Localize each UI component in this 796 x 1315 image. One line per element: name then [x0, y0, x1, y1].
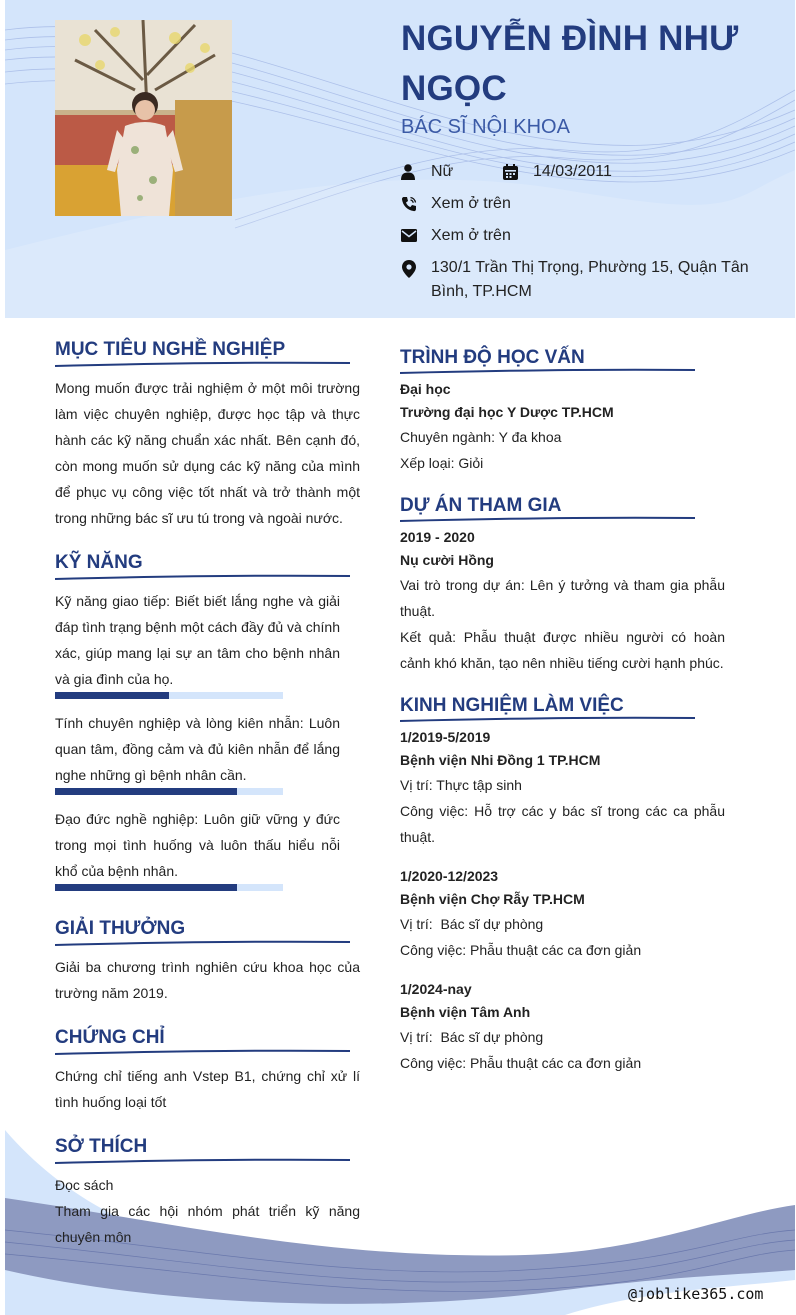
birthday-value: 14/03/2011: [533, 163, 612, 180]
projects-title: DỰ ÁN THAM GIA: [400, 495, 562, 516]
experience-period: 1/2024-nay: [400, 981, 472, 997]
email-value: Xem ở trên: [431, 227, 511, 244]
experience-period: 1/2020-12/2023: [400, 868, 499, 884]
skills-title: KỸ NĂNG: [55, 552, 143, 573]
education-underline: [400, 368, 700, 376]
skill-level-bar: [55, 788, 283, 795]
hobby-item: Tham gia các hội nhóm phát triển kỹ năng chuyên môn: [55, 1203, 360, 1245]
profile-photo: [55, 20, 232, 216]
address-value: 130/1 Trần Thị Trọng, Phường 15, Quận Tân Bình, TP.HCM: [431, 259, 749, 300]
education-school: Trường đại học Y Dược TP.HCM: [400, 404, 614, 420]
skills-underline: [55, 574, 355, 582]
experience-title: KINH NGHIỆM LÀM VIỆC: [400, 695, 624, 716]
experience-place: Bệnh viện Chợ Rẫy TP.HCM: [400, 891, 585, 907]
hobbies-underline: [55, 1158, 355, 1166]
awards-title: GIẢI THƯỞNG: [55, 918, 186, 939]
project-role: Vai trò trong dự án: Lên ý tưởng và tham gia phẫu thuật.: [400, 577, 725, 619]
envelope-icon: [401, 229, 417, 245]
cv-header: [5, 0, 795, 318]
experience-duty: Công việc: Hỗ trợ các y bác sĩ trong các ca phẫu thuật.: [400, 803, 725, 845]
experience-place: Bệnh viện Tâm Anh: [400, 1004, 531, 1020]
skill-level-bar: [55, 692, 283, 699]
job-title: BÁC SĨ NỘI KHOA: [401, 116, 570, 138]
phone-icon: [401, 196, 417, 212]
cv-page: [5, 0, 795, 1315]
education-degree: Đại học: [400, 381, 451, 397]
hobbies-title: SỞ THÍCH: [55, 1136, 148, 1157]
awards-text: Giải ba chương trình nghiên cứu khoa học của trường năm 2019.: [55, 959, 360, 1001]
career-goal-title: MỤC TIÊU NGHỀ NGHIỆP: [55, 339, 286, 360]
education-major: Chuyên ngành: Y đa khoa: [400, 429, 562, 445]
experience-duty: Công việc: Phẫu thuật các ca đơn giản: [400, 942, 642, 958]
project-period: 2019 - 2020: [400, 529, 475, 545]
experience-position: Vị trí: Thực tập sinh: [400, 777, 522, 793]
education-grade: Xếp loại: Giỏi: [400, 455, 484, 471]
gender-value: Nữ: [431, 163, 454, 180]
certificates-title: CHỨNG CHỈ: [55, 1027, 165, 1048]
experience-duty: Công việc: Phẫu thuật các ca đơn giản: [400, 1055, 642, 1071]
education-title: TRÌNH ĐỘ HỌC VẤN: [400, 347, 585, 368]
awards-underline: [55, 940, 355, 948]
certificates-underline: [55, 1049, 355, 1057]
user-icon: [401, 164, 417, 180]
experience-position: Vị trí: Bác sĩ dự phòng: [400, 916, 544, 932]
candidate-name: NGUYỄN ĐÌNH NHƯ NGỌC: [401, 19, 739, 108]
phone-value: Xem ở trên: [431, 195, 511, 212]
experience-underline: [400, 716, 700, 724]
career-goal-underline: [55, 361, 355, 369]
experience-place: Bệnh viện Nhi Đồng 1 TP.HCM: [400, 752, 601, 768]
watermark-text: @joblike365.com: [628, 1285, 764, 1303]
hobby-item: Đọc sách: [55, 1177, 114, 1193]
experience-position: Vị trí: Bác sĩ dự phòng: [400, 1029, 544, 1045]
skill-item-text: Kỹ năng giao tiếp: Biết biết lắng nghe và giải đáp tình trạng bệnh một cách đầy đủ và chính xác, giúp mang lại sự an tâm cho bệnh nhân và gia đình của họ.: [55, 593, 340, 687]
project-name: Nụ cười Hồng: [400, 552, 494, 568]
experience-period: 1/2019-5/2019: [400, 729, 491, 745]
calendar-icon: [503, 164, 519, 180]
certificates-text: Chứng chỉ tiếng anh Vstep B1, chứng chỉ xử lí tình huống loại tốt: [55, 1068, 360, 1110]
skill-level-fill: [55, 692, 169, 699]
skill-item-text: Đạo đức nghề nghiệp: Luôn giữ vững y đức trong mọi tình huống và luôn thấu hiểu nỗi khổ của bệnh nhân.: [55, 811, 340, 879]
map-pin-icon: [402, 260, 418, 276]
project-result: Kết quả: Phẫu thuật được nhiều người có hoàn cảnh khó khăn, tạo nên nhiều tiếng cười hạnh phúc.: [400, 629, 725, 671]
skill-level-fill: [55, 788, 237, 795]
skill-level-fill: [55, 884, 237, 891]
career-goal-text: Mong muốn được trải nghiệm ở một môi trường làm việc chuyên nghiệp, được học tập và thực hành các kỹ năng chuẩn xác nhất. Bên cạnh đó, còn mong muốn sử dụng các kỹ năng của mình để phục vụ công việc tốt nhất và trở thành một trong những bác sĩ ưu tú trong và ngoài nước.: [55, 380, 360, 526]
skill-item-text: Tính chuyên nghiệp và lòng kiên nhẫn: Luôn quan tâm, đồng cảm và đủ kiên nhẫn để lắng nghe những gì bệnh nhân cần.: [55, 715, 340, 783]
skill-level-bar: [55, 884, 283, 891]
projects-underline: [400, 516, 700, 524]
